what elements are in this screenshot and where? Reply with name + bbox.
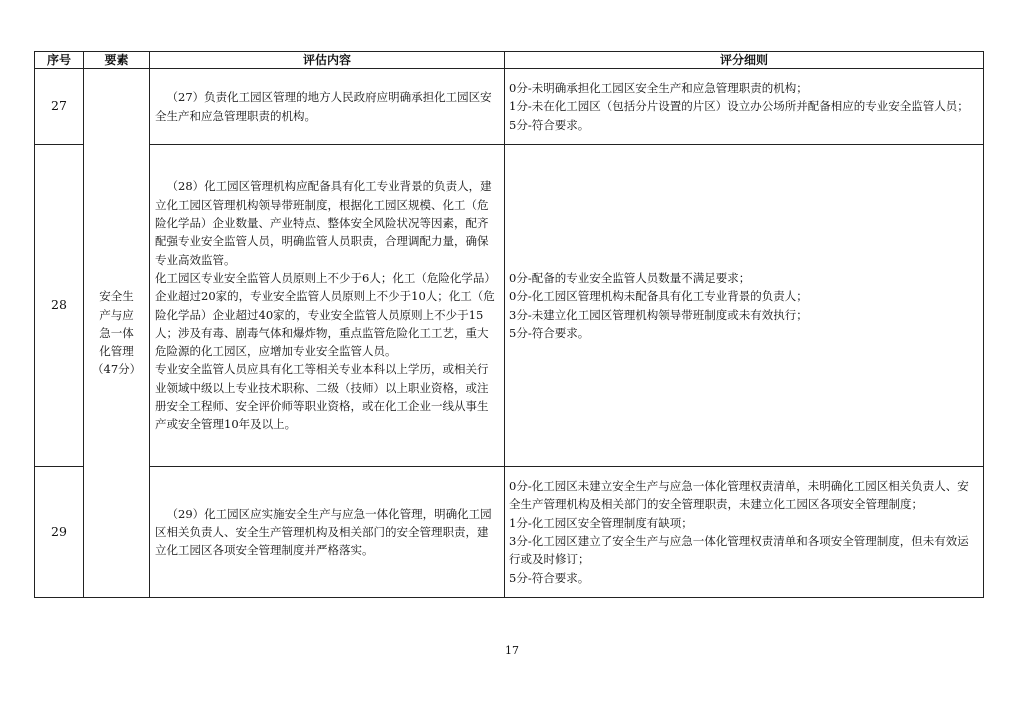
- scoring-line: 0分-配备的专业安全监管人员数量不满足要求；: [509, 270, 751, 285]
- content-cell: [150, 467, 505, 598]
- element-score: （47分）: [92, 362, 142, 377]
- header-scoring: 评分细则: [505, 52, 984, 69]
- content-paragraph: （28）化工园区管理机构应配备具有化工专业背景的负责人，建立化工园区管理机构领导带班制度，根据化工园区规模、化工（危险化学品）企业数量、产业特点、整体安全风险状况等因素，配齐配强专业安全监管人员，明确监管人员职责，合理调配力量，确保专业高效监管。: [155, 179, 492, 267]
- element-line: 安全生: [99, 289, 134, 304]
- row-number: 27: [35, 69, 84, 145]
- scoring-cell: [505, 145, 984, 467]
- content-paragraph: （27）负责化工园区管理的地方人民政府应明确承担化工园区安全生产和应急管理职责的机构。: [155, 90, 492, 123]
- header-content: 评估内容: [150, 52, 505, 69]
- scoring-line: 0分-未明确承担化工园区安全生产和应急管理职责的机构；: [509, 81, 808, 96]
- content-cell: [150, 69, 505, 145]
- table-row: [35, 145, 984, 467]
- scoring-cell: [505, 69, 984, 145]
- content-paragraph: 专业安全监管人员应具有化工等相关专业本科以上学历，或相关行业领域中级以上专业技术职称、二级（技师）以上职业资格，或注册安全工程师、安全评价师等职业资格，或在化工企业一线从事生产或安全管理10年及以上。: [155, 362, 489, 432]
- row-number: 29: [35, 467, 84, 598]
- scoring-line: 5分-符合要求。: [509, 325, 590, 340]
- scoring-line: 3分-化工园区建立了安全生产与应急一体化管理权责清单和各项安全管理制度，但未有效运行或及时修订；: [509, 534, 969, 567]
- content-paragraph: 化工园区专业安全监管人员原则上不少于6人；化工（危险化学品）企业超过20家的，专业安全监管人员原则上不少于10人；化工（危险化学品）企业超过40家的，专业安全监管人员原则上不少于15人；涉及有毒、剧毒气体和爆炸物，重点监管危险化工工艺，重大危险源的化工园区，应增加专业安全监管人员。: [155, 270, 496, 359]
- element-line: 化管理: [99, 344, 134, 359]
- element-cell: [84, 69, 150, 598]
- scoring-line: 5分-符合要求。: [509, 570, 590, 585]
- scoring-line: 1分-化工园区安全管理制度有缺项；: [509, 515, 693, 530]
- scoring-line: 0分-化工园区管理机构未配备具有化工专业背景的负责人；: [509, 289, 808, 304]
- assessment-table: [34, 51, 984, 598]
- element-line: 急一体: [99, 325, 134, 340]
- row-number: 28: [35, 145, 84, 467]
- scoring-cell: [505, 467, 984, 598]
- content-cell: [150, 145, 505, 467]
- header-row: [35, 52, 984, 69]
- scoring-line: 5分-符合要求。: [509, 117, 590, 132]
- header-number: 序号: [35, 52, 84, 69]
- scoring-line: 1分-未在化工园区（包括分片设置的片区）设立办公场所并配备相应的专业安全监管人员；: [509, 99, 969, 114]
- table-row: [35, 69, 984, 145]
- header-element: 要素: [84, 52, 150, 69]
- scoring-line: 3分-未建立化工园区管理机构领导带班制度或未有效执行；: [509, 307, 808, 322]
- table-row: [35, 467, 984, 598]
- scoring-line: 0分-化工园区未建立安全生产与应急一体化管理权责清单，未明确化工园区相关负责人、安全生产管理机构及相关部门的安全管理职责，未建立化工园区各项安全管理制度；: [509, 479, 969, 512]
- content-paragraph: （29）化工园区应实施安全生产与应急一体化管理，明确化工园区相关负责人、安全生产管理机构及相关部门的安全管理职责，建立化工园区各项安全管理制度并严格落实。: [155, 506, 492, 558]
- page-number: 17: [505, 644, 519, 657]
- element-line: 产与应: [99, 307, 134, 322]
